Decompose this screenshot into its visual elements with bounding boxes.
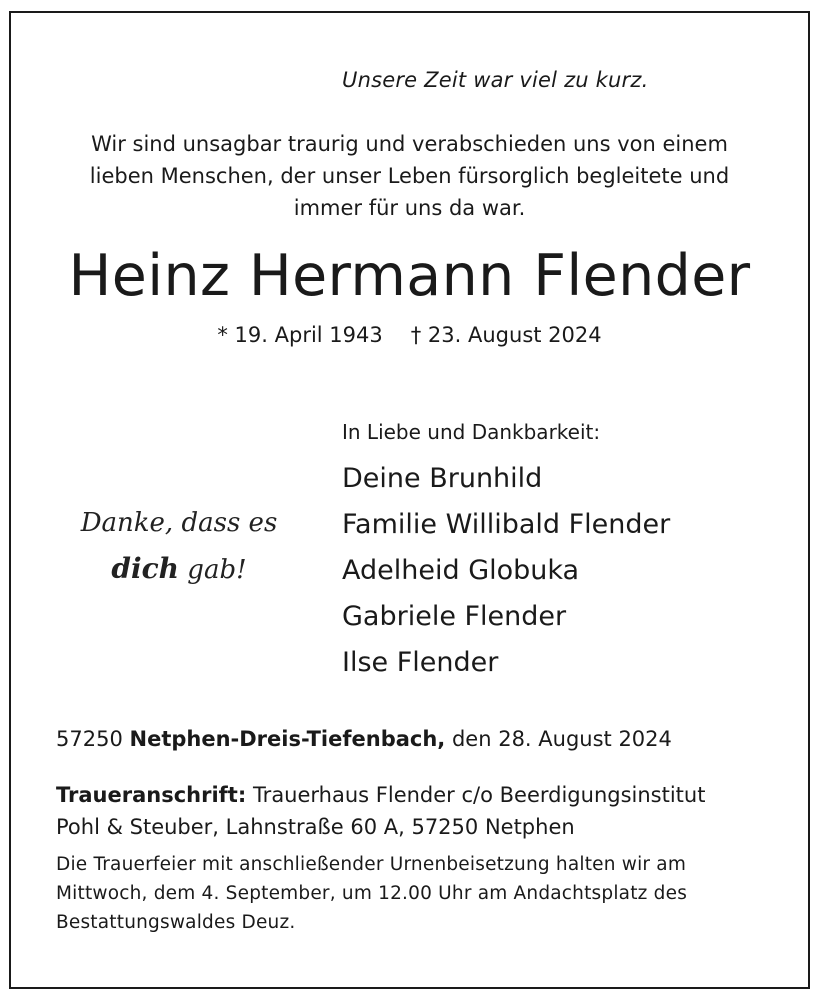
town: Netphen-Dreis-Tiefenbach, — [129, 727, 446, 751]
notice-date: den 28. August 2024 — [451, 727, 672, 751]
mourner-name: Ilse Flender — [342, 647, 499, 678]
intro-line: immer für uns da war. — [293, 196, 526, 220]
place-date-line — [56, 727, 672, 751]
script-rest: gab! — [179, 555, 247, 585]
life-dates — [0, 323, 819, 347]
address-line: Pohl & Steuber, Lahnstraße 60 A, 57250 Netphen — [56, 815, 575, 839]
mourners-list — [342, 456, 670, 686]
birth-date: * 19. April 1943 — [217, 323, 383, 347]
script-emphasis: dich — [111, 552, 180, 585]
script-line — [60, 546, 298, 593]
deceased-name: Heinz Hermann Flender — [68, 243, 751, 309]
ceremony-line: Die Trauerfeier mit anschließender Urnenbeisetzung halten wir am — [56, 854, 687, 875]
script-quote — [60, 500, 298, 593]
ceremony-line: Bestattungswaldes Deuz. — [56, 912, 296, 933]
ceremony-info — [56, 850, 776, 937]
mourner-name: Gabriele Flender — [342, 601, 567, 632]
intro-text — [40, 128, 779, 224]
address-line: Trauerhaus Flender c/o Beerdigungsinstitut — [252, 783, 706, 807]
ceremony-line: Mittwoch, dem 4. September, um 12.00 Uhr am Andachtsplatz des — [56, 883, 688, 904]
mourning-address — [56, 779, 776, 843]
mourner-name: Deine Brunhild — [342, 463, 543, 494]
intro-line: lieben Menschen, der unser Leben fürsorglich begleitete und — [89, 164, 730, 188]
script-line: Danke, dass es — [80, 508, 278, 538]
motto: Unsere Zeit war viel zu kurz. — [342, 68, 649, 92]
intro-line: Wir sind unsagbar traurig und verabschieden uns von einem — [91, 132, 728, 156]
mourner-name: Adelheid Globuka — [342, 555, 580, 586]
zip-code: 57250 — [56, 727, 123, 751]
love-line: In Liebe und Dankbarkeit: — [342, 420, 601, 444]
mourner-name: Familie Willibald Flender — [342, 509, 671, 540]
death-date: † 23. August 2024 — [410, 323, 602, 347]
address-label: Traueranschrift: — [56, 783, 247, 807]
